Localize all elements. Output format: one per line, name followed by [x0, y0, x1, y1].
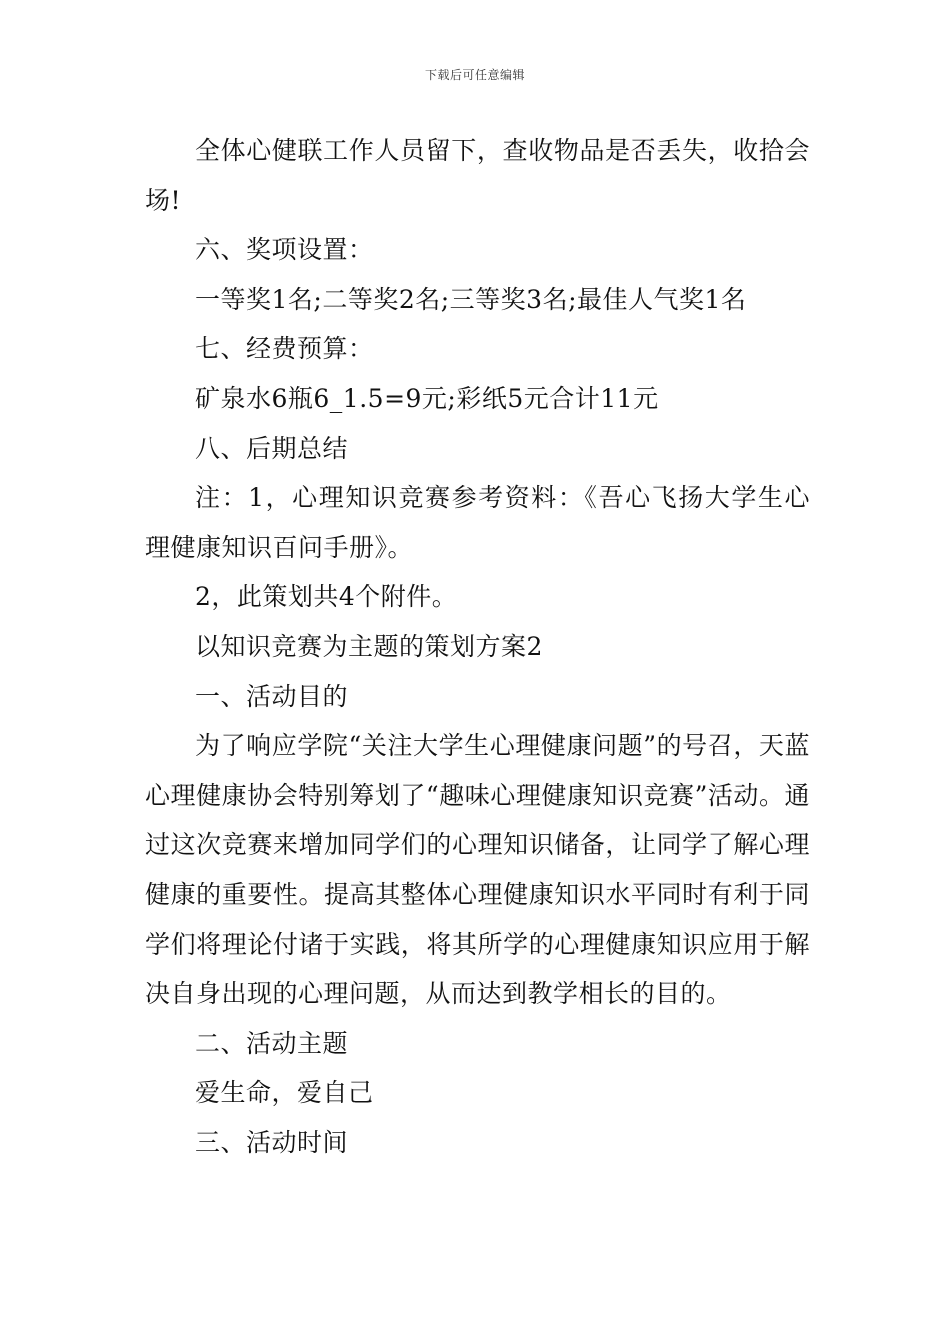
heading-awards: 六、奖项设置： — [195, 235, 374, 265]
paragraph-note-1: 注：1，心理知识竞赛参考资料：《吾心飞扬大学生心理健康知识百问手册》。 — [145, 483, 810, 562]
heading-purpose: 一、活动目的 — [195, 681, 349, 711]
paragraph-cleanup: 全体心健联工作人员留下，查收物品是否丢失，收拾会场! — [145, 136, 810, 215]
document-body — [145, 126, 810, 1167]
heading-budget: 七、经费预算： — [195, 334, 374, 364]
paragraph-note-2: 2，此策划共4个附件。 — [195, 582, 458, 612]
heading-summary: 八、后期总结 — [195, 433, 349, 463]
paragraph-purpose: 为了响应学院“关注大学生心理健康问题”的号召，天蓝心理健康协会特别筹划了“趣味心理健康知识竞赛”活动。通过这次竞赛来增加同学们的心理知识储备，让同学了解心理健康的重要性。提高其整体心理健康知识水平同时有利于同学们将理论付诸于实践，将其所学的心理健康知识应用于解决自身出现的心理问题，从而达到教学相长的目的。 — [145, 731, 810, 1009]
header-note: 下载后可任意编辑 — [424, 68, 525, 82]
paragraph-theme: 爱生命，爱自己 — [195, 1078, 374, 1108]
section-title-plan-2: 以知识竞赛为主题的策划方案2 — [195, 631, 543, 661]
paragraph-budget-items: 矿泉水6瓶6_1.5=9元;彩纸5元合计11元 — [195, 383, 659, 413]
heading-theme: 二、活动主题 — [195, 1028, 349, 1058]
paragraph-awards-list: 一等奖1名;二等奖2名;三等奖3名;最佳人气奖1名 — [195, 284, 747, 314]
heading-time: 三、活动时间 — [195, 1127, 349, 1157]
